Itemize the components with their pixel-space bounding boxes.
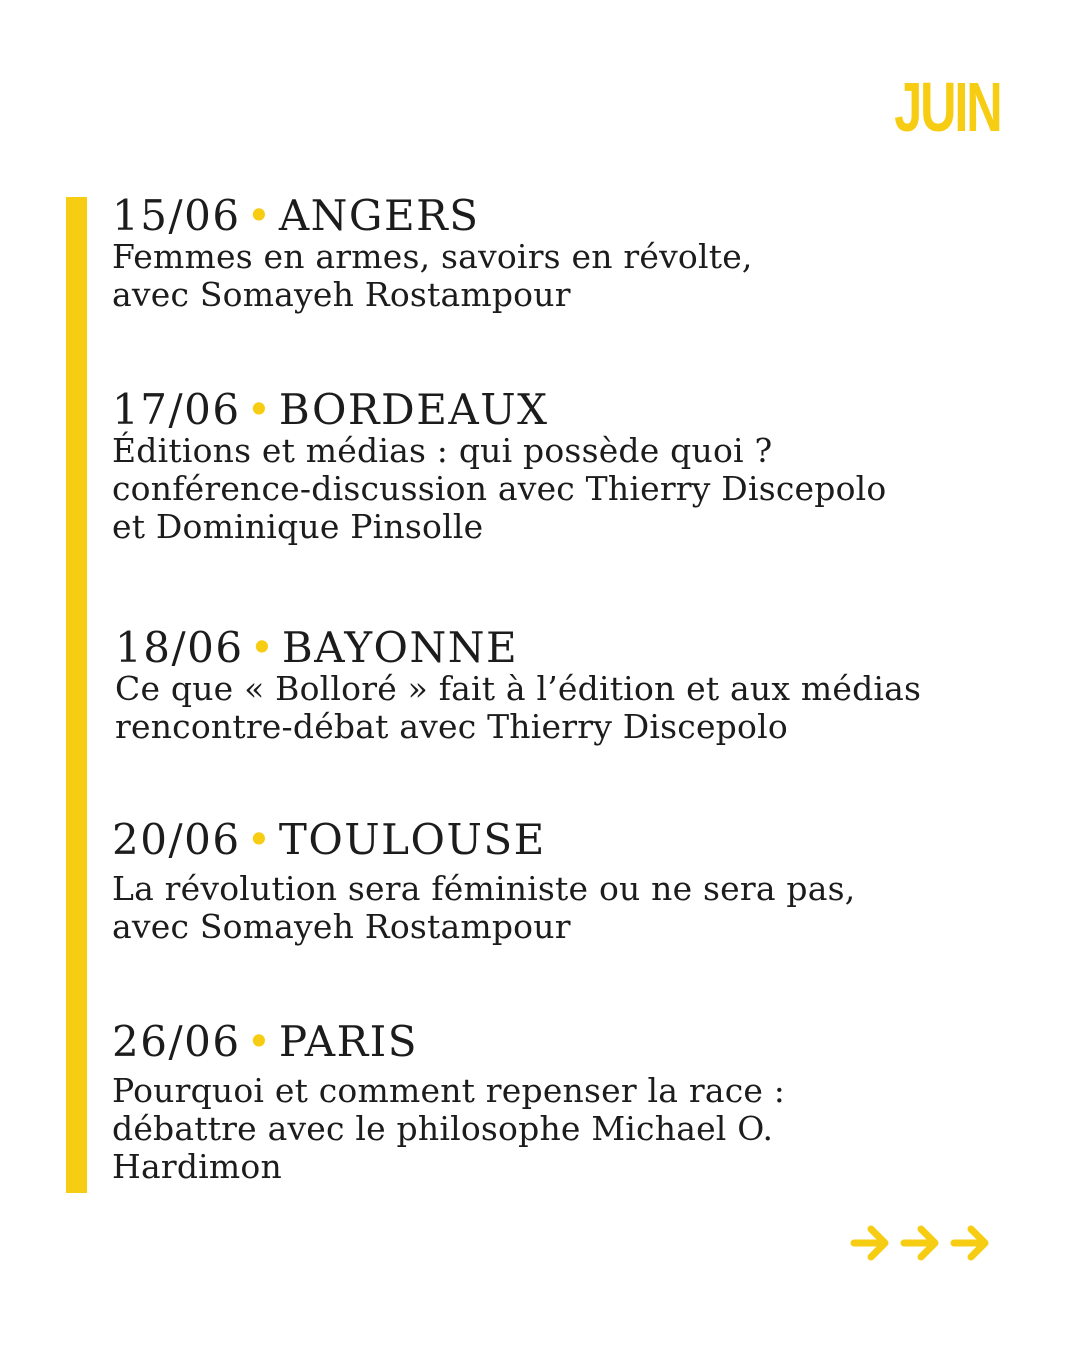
event-description-line: et Dominique Pinsolle <box>112 507 484 546</box>
event-city: ANGERS <box>278 191 480 240</box>
event-heading <box>112 385 1012 434</box>
bullet-separator: • <box>249 623 276 672</box>
event-description-line: Éditions et médias : qui possède quoi ? <box>112 431 773 470</box>
arrow-right-icon <box>900 1222 942 1264</box>
event-description-line: Ce que « Bolloré » fait à l’édition et aux médias <box>115 669 922 708</box>
event-date: 18/06 <box>115 623 244 672</box>
accent-bar <box>66 197 87 1193</box>
event-description-line: avec Somayeh Rostampour <box>112 907 571 946</box>
event-city: TOULOUSE <box>278 815 546 864</box>
event-description <box>115 670 1015 746</box>
event-description-line: débattre avec le philosophe Michael O. <box>112 1109 774 1148</box>
event-description-line: avec Somayeh Rostampour <box>112 275 571 314</box>
event-item <box>112 1017 1012 1186</box>
event-description-line: Pourquoi et comment repenser la race : <box>112 1071 786 1110</box>
event-description-line: rencontre-débat avec Thierry Discepolo <box>115 707 788 746</box>
event-item <box>115 623 1015 746</box>
arrow-right-icon <box>850 1222 892 1264</box>
event-description-line: conférence-discussion avec Thierry Discepolo <box>112 469 887 508</box>
bullet-separator: • <box>246 191 273 240</box>
event-item <box>112 385 1012 546</box>
event-heading <box>112 1017 1012 1066</box>
bullet-separator: • <box>246 385 273 434</box>
event-item <box>112 191 1012 314</box>
bullet-separator: • <box>246 815 273 864</box>
event-date: 26/06 <box>112 1017 241 1066</box>
arrow-right-icon <box>950 1222 992 1264</box>
event-date: 20/06 <box>112 815 241 864</box>
event-description-line: La révolution sera féministe ou ne sera pas, <box>112 869 856 908</box>
month-title: JUIN <box>893 68 1000 146</box>
event-city: PARIS <box>278 1017 419 1066</box>
bullet-separator: • <box>246 1017 273 1066</box>
event-city: BORDEAUX <box>278 385 549 434</box>
event-date: 15/06 <box>112 191 241 240</box>
event-description-line: Hardimon <box>112 1147 282 1186</box>
event-item <box>112 815 1012 946</box>
event-heading <box>115 623 1015 672</box>
event-heading <box>112 191 1012 240</box>
event-date: 17/06 <box>112 385 241 434</box>
event-description <box>112 238 1012 314</box>
event-description <box>112 870 1012 946</box>
event-description-line: Femmes en armes, savoirs en révolte, <box>112 237 753 276</box>
event-city: BAYONNE <box>281 623 519 672</box>
next-arrows[interactable] <box>850 1222 992 1264</box>
event-heading <box>112 815 1012 864</box>
event-description <box>112 1072 1012 1186</box>
event-description <box>112 432 1012 546</box>
